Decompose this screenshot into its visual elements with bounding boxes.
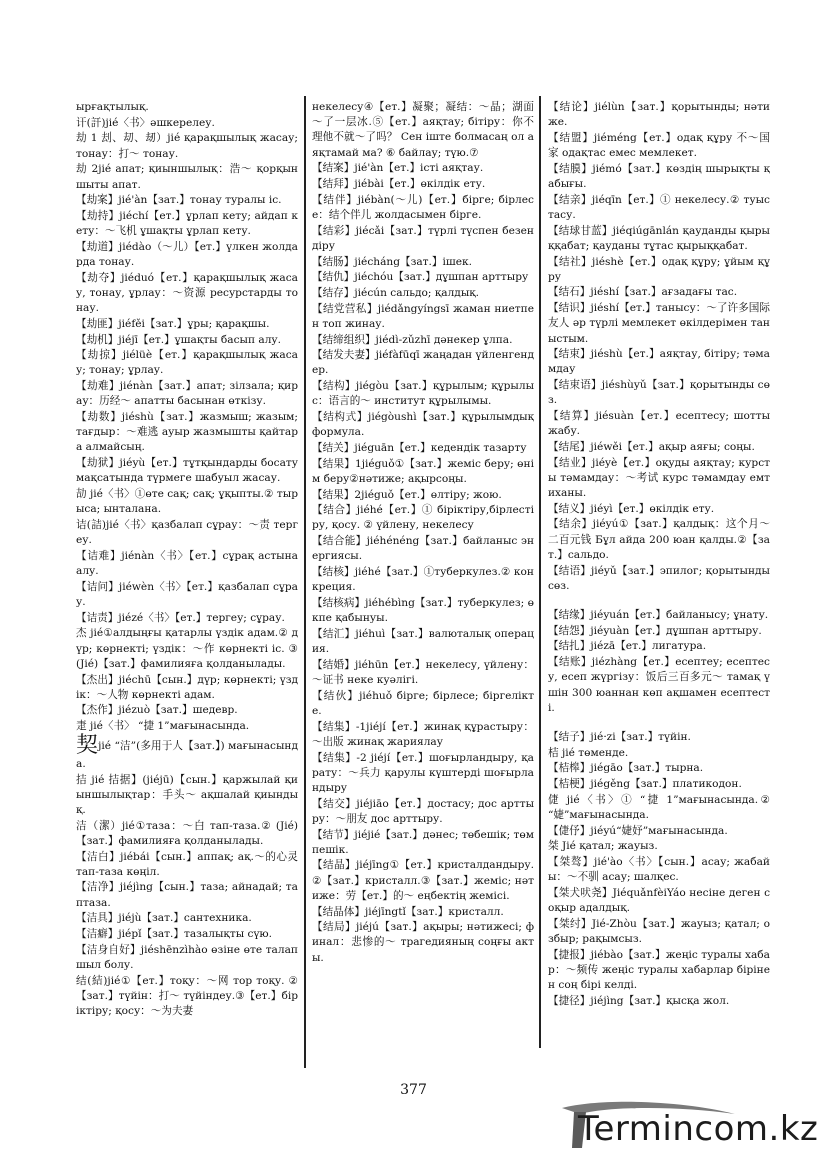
dictionary-entry: 【结晶体】jiéjīngtǐ【зат.】кристалл. <box>312 905 504 918</box>
dictionary-entry: 【结膜】jiémó【зат.】көздің шырықты қабығы. <box>548 162 770 191</box>
dictionary-entry: 洁（潔）jié①таза：～白 тап-таза.② (Jié)【зат.】фамилияға қолданылады. <box>76 819 298 847</box>
dictionary-entry: 桔 jié төменде. <box>548 746 629 759</box>
dictionary-entry: 【洁癖】jiépǐ【зат.】тазалықты сүю. <box>76 928 273 941</box>
site-logo <box>560 1098 819 1154</box>
dictionary-entry: 【劫掠】jiélüè【ет.】қарақшылық жасау; тонау; ұрлау. <box>76 349 298 377</box>
dictionary-entry: 【结交】jiéjiāo【ет.】достасу; дос арттыру：～朋友 дос арттыру. <box>312 797 534 825</box>
dictionary-entry: 诘(詰)jié〈书〉қазбалап сұрау：～责 тергеу. <box>76 518 298 547</box>
dictionary-entry: 拮 jié 拮据】(jiéjū)【сын.】қаржылай қиыншылықтар：手头～ ақшалай қиындық. <box>76 773 298 816</box>
dictionary-entry: 【结局】jiéjú【зат.】ақыры; нәтижесі; финал：悲惨的～ трагедияның соңғы акты. <box>312 921 534 964</box>
dictionary-entry: 【结节】jiéjié【зат.】дәнес; төбешік; төмпешік. <box>312 828 534 856</box>
dictionary-entry: 【劫机】jiéjī【ет.】ұшақты басып алу. <box>76 333 282 346</box>
dictionary-entry: 【劫案】jié'àn【зат.】тонау туралы іс. <box>76 194 282 207</box>
dictionary-entry: 【结石】jiéshí【зат.】ағзадағы тас. <box>548 286 738 299</box>
dictionary-entry: 【劫难】jiénàn【зат.】апат; зілзала; қирау：历经～ апатты басынан өткізу. <box>76 380 298 408</box>
dictionary-entry: 【劫狱】jiéyù【ет.】тұтқындарды босату мақсатында түрмеге шабуыл жасау. <box>76 457 298 485</box>
dictionary-entry: 【诘难】jiénàn〈书〉【ет.】сұрақ астына алу. <box>76 549 298 578</box>
dictionary-entry: 【洁净】jiéjìng【сын.】таза; айнадай; таптаза. <box>76 881 298 909</box>
dictionary-entry: 契jié “洁”(多用于人【зат.】) мағынасында. <box>76 732 298 770</box>
dictionary-entry: некелесу④【ет.】凝聚；凝结：～晶；湖面～了一层冰.⑤【ет.】аяқтау; бітіру：你不理他不就～了吗？ Сен іште болмасаң ол аяқтамай ма? ⑥ байлау; түю.⑦ <box>312 101 534 159</box>
dictionary-entry: 【结仇】jiéchóu【зат.】дұшпан арттыру <box>312 271 529 284</box>
dictionary-entry: 【结党营私】jiédǎngyíngsī жаман ниетпен топ жинау. <box>312 302 534 330</box>
dictionary-entry: 【结缔组织】jiédì-zǔzhī дәнекер ұлпа. <box>312 333 513 346</box>
dictionary-entry: 【结尾】jiéwěi【ет.】ақыр аяғы; соңы. <box>548 440 755 453</box>
dictionary-entry: 【结肠】jiécháng【зат.】ішек. <box>312 255 472 268</box>
dictionary-entry: 讦(訐)jié〈书〉әшкерелеу. <box>76 116 215 129</box>
column-1 <box>76 100 298 1072</box>
dictionary-entry: 【结扎】jiézā【ет.】лигатура. <box>548 640 707 653</box>
dictionary-entry: 【结缘】jiéyuán【ет.】байланысу; ұнату. <box>548 609 769 621</box>
dictionary-entry: 【结晶】jiéjīng①【ет.】кристалдандыру.②【зат.】кристалл.③【зат.】жеміс; нәтиже：劳【ет.】的～ еңбектің жемісі. <box>312 859 534 902</box>
dictionary-entry: 【结关】jiéguān【ет.】кедендік тазарту <box>312 441 527 454</box>
dictionary-entry: 【结余】jiéyú①【зат.】қалдық：这个月～二百元钱 Бұл айда 200 юан қалды.②【зат.】сальдо. <box>548 518 770 561</box>
dictionary-entry: 【结识】jiéshí【ет.】танысу：～了许多国际友人 әр түрлі мемлекет өкілдерімен таныстым. <box>548 302 770 345</box>
dictionary-entry: 【结核】jiéhé【зат.】①туберкулез.② конкреция. <box>312 566 534 594</box>
dictionary-entry: 【结果】2jiéguǒ【ет.】өлтіру; жою. <box>312 488 502 501</box>
dictionary-entry: 【杰出】jiéchū【сын.】дүр; көрнекті; үздік：～人物 көрнекті адам. <box>76 673 298 701</box>
dictionary-entry: 【结合】jiéhé【ет.】① біріктіру,бірлестіру, қосу. ② үйлену, некелесу <box>312 504 534 532</box>
dictionary-entry: 【洁具】jiéjù【зат.】сантехника. <box>76 912 252 925</box>
dictionary-entry: 【结案】jié'àn【ет.】істі аяқтау. <box>312 162 484 175</box>
dictionary-entry: 【捷径】jiéjìng【зат.】қысқа жол. <box>548 994 730 1007</box>
dictionary-entry: 【结构式】jiégòushì【зат.】құрылымдық формула. <box>312 411 534 439</box>
dictionary-entry: 【结业】jiéyè【ет.】оқуды аяқтау; курсты тәмамдау：～考试 курс тәмамдау емтиханы. <box>548 456 770 500</box>
dictionary-entry: 【洁白】jiébái【сын.】аппақ; ақ.～的心灵 тап-таза көңіл. <box>76 850 298 878</box>
dictionary-entry: 【结拜】jiébài【ет.】өкілдік ету. <box>312 178 486 191</box>
dictionary-entry: 【诘责】jiézé〈书〉【ет.】тергеу; сұрау. <box>76 611 285 624</box>
dictionary-entry: 【结算】jiésuàn【ет.】есептесу; шотты жабу. <box>548 410 770 438</box>
dictionary-entry: 【结果】1jiéguǒ①【зат.】жеміс беру; өнім беру②нәтиже; ақырсоңы. <box>312 457 534 485</box>
dictionary-entry: 【结集】-2 jiéjí【ет.】шоғырландыру, қарату：～兵力 қарулы күштерді шоғырландыру <box>312 751 534 794</box>
dictionary-entry: 【结伙】jiéhuǒ бірге; бірлесе; біргелікте. <box>312 689 534 717</box>
dictionary-entry: 【结社】jiéshè【ет.】одақ құру; ұйым құру <box>548 255 770 283</box>
dictionary-entry: 【结发夫妻】jiéfàfūqī жаңадан үйленгендер. <box>312 349 534 377</box>
dictionary-entry: 劫 2jié апат; қиыншылық：浩～ қорқыншыты апат. <box>76 163 298 191</box>
dictionary-entry: 【诘问】jiéwèn〈书〉【ет.】қазбалап сұрау. <box>76 580 298 608</box>
column-divider <box>539 96 541 1048</box>
column-divider <box>304 96 306 1068</box>
dictionary-entry: 【结集】-1jiéjí【ет.】жинақ құрастыру：～出版 жинақ жариялау <box>312 720 534 748</box>
dictionary-entry: 【结盟】jiéméng【ет.】одақ құру 不～国家 одақтас емес мемлекет. <box>548 131 770 160</box>
dictionary-entry: 【结彩】jiécǎi【зат.】түрлі түспен безендіру <box>312 224 534 252</box>
dictionary-entry: 【桀纣】Jié-Zhòu【зат.】жауыз; қатал; озбыр; рақымсыз. <box>548 917 770 946</box>
dictionary-entry: 【结义】jiéyì【ет.】өкілдік ету. <box>548 502 715 515</box>
dictionary-entry: 劫 1 刦、刧、刼）jié қарақшылық жасау; тонау：打～ тонау. <box>76 132 298 160</box>
dictionary-entry: 【劫数】jiéshù【зат.】жазмыш; жазым; тағдыр：～难逃 ауыр жазмышты қайтара алмайсың. <box>76 411 298 454</box>
dictionary-entry: 【桀犬吠尧】JiéquǎnfèiYáo несіне деген соқыр адалдық. <box>548 886 770 915</box>
dictionary-entry: 【杰作】jiézuò【зат.】шедевр. <box>76 704 238 717</box>
dictionary-entry: 【洁身自好】jiéshēnzìhào өзіне өте талапшыл болу. <box>76 943 298 971</box>
dictionary-entry: 【结婚】jiéhūn【ет.】некелесу, үйлену：～证书 неке куәлігі. <box>312 658 534 687</box>
dictionary-entry: 【结语】jiéyǔ【зат.】эпилог; қорытынды сөз. <box>548 564 770 592</box>
dictionary-entry: 【结账】jiézhàng【ет.】есептеу; есептесу, есеп жүргізу：饭后三百多元～ тамақ үшін 300 юаннан көп ақшамен есептесті. <box>548 656 770 714</box>
dictionary-entry: 【劫持】jiéchí【ет.】ұрлап кету; айдап кету：～飞机 ұшақты ұрлап кету. <box>76 209 298 238</box>
dictionary-entry: 【结束语】jiéshùyǔ【зат.】қорытынды сөз. <box>548 379 770 407</box>
dictionary-entry: 【结束】jiéshù【ет.】аяқтау, бітіру; тәмамдау <box>548 348 770 376</box>
dictionary-entry: 【结论】jiélùn【зат.】қорытынды; нәтиже. <box>548 101 770 129</box>
dictionary-entry: 【结汇】jiéhuì【зат.】валюталық операция. <box>312 627 534 656</box>
dictionary-entry: 【结伴】jiébàn(～儿)【ет.】бірге; бірлесе：结个伴儿 жолдасымен бірге. <box>312 193 534 221</box>
dictionary-entry: 【桔梗】jiégěng【зат.】платикодон. <box>548 778 742 791</box>
dictionary-entry: 【劫匪】jiéfěi【зат.】ұры; қарақшы. <box>76 317 270 330</box>
dictionary-entry: 【结怨】jiéyuàn【ет.】дұшпан арттыру. <box>548 624 762 637</box>
dictionary-entry: 【劫夺】jiéduó【ет.】қарақшылық жасау, тонау, ұрлау：～资源 ресурстарды тонау. <box>76 271 298 315</box>
dictionary-entry: 【捷报】jiébào【зат.】жеңіс туралы хабар：～频传 жеңіс туралы хабарлар бірінен соң бірі келді. <box>548 948 770 992</box>
dictionary-entry: 【结球甘蓝】jiéqiúgānlán қауданды қырыққабат; қауданы тұтас қырыққабат. <box>548 224 770 252</box>
dictionary-entry: 【结存】jiécún сальдо; қалдық. <box>312 286 480 299</box>
dictionary-entry: 倢 jié〈书〉① “捷 1”мағынасында.② “婕”мағынасында. <box>548 793 770 821</box>
dictionary-entry: 【结子】jié·zi【зат.】түйін. <box>548 730 691 743</box>
dictionary-entry: 【结核病】jiéhébìng【зат.】туберкулез; өкпе қабынуы. <box>312 597 534 625</box>
dictionary-entry: 结(結)jié①【ет.】тоқу：～网 тор тоқу. ②【зат.】түйін：打～ түйіндеу.③【ет.】біріктіру; қосу：～为夫妻 <box>76 974 298 1018</box>
column-3 <box>548 100 770 1052</box>
dictionary-entry: ырғақтылық. <box>76 101 149 113</box>
dictionary-entry: 杰 jié①алдыңғы қатарлы үздік адам.② дүр; көрнекті; үздік：～作 көрнекті іс. ③(Jié)【зат.】фамилияға қолданылады. <box>76 627 298 670</box>
dictionary-entry: 【结构】jiégòu【зат.】құрылым; құрылыс：语言的～ институт құрылымы. <box>312 380 534 408</box>
dictionary-entry: 【结合能】jiéhénéng【зат.】байланыс энергиясы. <box>312 535 534 563</box>
dictionary-entry: 桀 Jié қатал; жауыз. <box>548 840 658 853</box>
dictionary-entry: 劼 jié〈书〉①өте сақ; сақ; ұқыпты.② тырыса; ынталана. <box>76 488 298 516</box>
dictionary-entry: 疌 jié〈书〉 “捷 1”мағынасында. <box>76 720 250 733</box>
page-number: 377 <box>400 1082 427 1098</box>
dictionary-entry: 【结亲】jiéqīn【ет.】① некелесу.② туыстасу. <box>548 193 770 221</box>
dictionary-entry: 【桀骜】jié'ào〈书〉【сын.】асау; жабайы：～不驯 асау; шалқес. <box>548 856 770 884</box>
dictionary-entry: 【劫道】jiédào（～儿）【ет.】үлкен жолдарда тонау. <box>76 240 298 269</box>
dictionary-entry: 【倢伃】jiéyú“婕妤”мағынасында. <box>548 824 728 837</box>
column-2 <box>312 100 534 1072</box>
dictionary-entry: 【桔槔】jiégāo【зат.】тырна. <box>548 762 704 775</box>
logo-text: Termincom.kz <box>578 1109 819 1149</box>
